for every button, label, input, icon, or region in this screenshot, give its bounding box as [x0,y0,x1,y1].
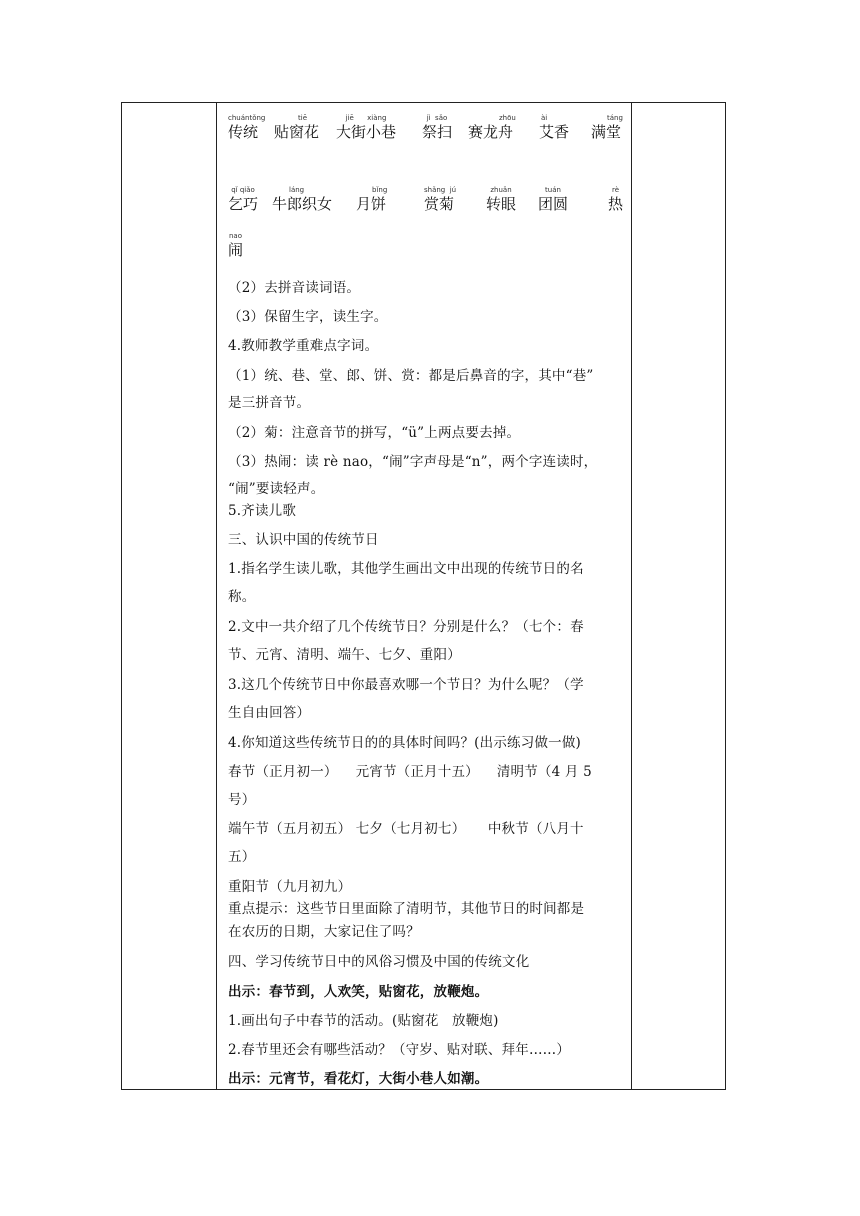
pinyin: qǐ qiǎo [231,186,255,194]
pinyin: bǐng [372,186,388,194]
vocab-word: táng 满堂 [591,114,623,141]
text-line: （2）去拼音读词语。 [228,280,361,296]
section-heading: 四、学习传统节日中的风俗习惯及中国的传统文化 [228,954,530,970]
content-cell [222,103,631,1089]
vocab-word: chuántǒng 传统 [228,114,266,141]
pinyin: tiē [298,114,307,122]
pinyin: shǎng jú [424,186,457,194]
text-line: 2.春节里还会有哪些活动？（守岁、贴对联、拜年……） [228,1042,571,1058]
text-line: 3.这几个传统节日中你最喜欢哪一个节日？为什么呢？（学 [228,677,584,693]
pinyin: láng [289,186,305,194]
text-line: （3）保留生字，读生字。 [228,309,388,325]
text-line: （1）统、巷、堂、郎、饼、赏：都是后鼻音的字，其中“巷” [228,368,594,384]
text-line: 1.指名学生读儿歌，其他学生画出文中出现的传统节日的名 [228,561,584,577]
text-line: 生自由回答） [228,705,311,721]
vocab-word: rè 热 [608,186,624,213]
pinyin: jì sǎo [426,114,448,122]
text-line: 4.你知道这些传统节日的的具体时间吗？(出示练习做一做) [228,735,582,751]
text-line: 重阳节（九月初九） [228,879,352,895]
text-line: 五） [228,849,256,865]
lesson-table [121,102,726,1090]
vocab-word: láng 牛郎织女 [272,186,333,213]
pinyin: nao [229,232,243,240]
pinyin: chuántǒng [228,114,266,122]
vocab-word: bǐng 月饼 [356,186,388,213]
vocab-word: qǐ qiǎo 乞巧 [228,186,259,213]
pinyin: táng [607,114,623,122]
text-line: 4.教师教学重难点字词。 [228,338,379,354]
vocab-word: shǎng jú 赏菊 [424,186,457,213]
section-heading: 三、认识中国的传统节日 [228,532,379,548]
pinyin: tuán [545,186,561,194]
vocab-word: jiē xiàng 大街小巷 [336,114,397,141]
text-line: 在农历的日期，大家记住了吗？ [228,924,420,940]
text-line: 是三拼音节。 [228,395,311,411]
text-line: 春节（正月初一） 元宵节（正月十五） 清明节（4 月 5 [228,764,592,780]
text-line: 1.画出句子中春节的活动。(贴窗花 放鞭炮) [228,1013,499,1029]
text-line: 2.文中一共介绍了几个传统节日？分别是什么？（七个：春 [228,619,584,635]
text-line: 端午节（五月初五） 七夕（七月初七） 中秋节（八月十 [228,821,584,837]
vocab-word: zhōu 赛龙舟 [468,114,516,141]
pinyin: rè [611,186,620,194]
vocab-word: zhuǎn 转眼 [486,186,517,213]
text-line: 重点提示：这些节日里面除了清明节，其他节日的时间都是 [228,901,585,917]
text-line: 5.齐读儿歌 [228,503,297,519]
example-sentence: 出示：元宵节，看花灯，大街小巷人如潮。 [228,1071,489,1087]
text-line: 节、元宵、清明、端午、七夕、重阳） [228,647,461,663]
pinyin: zhōu [499,114,516,122]
vocab-word: tiē 贴窗花 [274,114,320,141]
text-line: 号） [228,792,256,808]
column-divider-left [216,103,217,1089]
pinyin: zhuǎn [490,186,512,194]
column-divider-right [631,103,632,1089]
text-line: （3）热闹：读 rè nao，“闹”字声母是“n”，两个字连读时， [228,454,598,470]
vocab-word: tuán 团圆 [538,186,569,213]
text-line: “闹”要读轻声。 [228,481,325,497]
vocab-word: ài 艾香 [539,114,570,141]
text-line: 称。 [228,589,256,605]
pinyin: ài [541,114,548,122]
pinyin: jiē xiàng [345,114,387,122]
vocab-word: nao 闹 [228,232,244,259]
vocab-word: jì sǎo 祭扫 [422,114,453,141]
example-sentence: 出示：春节到，人欢笑，贴窗花，放鞭炮。 [228,984,489,1000]
text-line: （2）菊：注意音节的拼写，“ü”上两点要去掉。 [228,425,521,441]
